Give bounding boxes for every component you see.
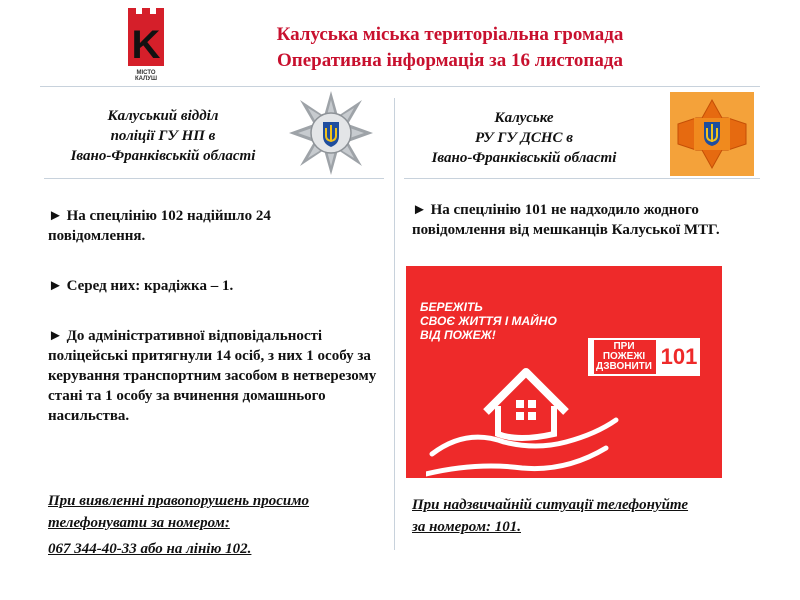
logo-letter: K [131,23,161,67]
logo-caption-line2: КАЛУШ [134,76,158,82]
top-divider [40,86,760,87]
poster-slogan [420,300,557,342]
rescue-item-calls: ► На спецлінію 101 не надходило жодного повідомлення від мешканців Калуської МТГ. [412,202,720,238]
police-name-line3: Івано-Франківській області [70,148,256,164]
page-title: Калуська міська територіальна громада [276,24,624,45]
poster-slogan-line3: ВІД ПОЖЕЖ! [420,328,496,342]
poster-slogan-line1: БЕРЕЖІТЬ [420,300,483,314]
call-line2: ПОЖЕЖІ [602,351,646,362]
rescue-note-line2: за номером: 101. [412,519,521,535]
poster-slogan-line2: СВОЄ ЖИТТЯ І МАЙНО [420,314,557,328]
police-note-line1: При виявленні правопорушень просимо [48,493,310,509]
rescue-emblem-icon [670,92,754,176]
police-item-admin: ► До адміністративної відповідальності поліцейські притягнули 14 осіб, з них 1 особу за керування транспортним засобом в нетверезому стані та 1 особу за вчинення домашнього насильства. [48,328,377,424]
police-name-line2: поліції ГУ НП в [110,128,216,144]
rescue-name-line3: Івано-Франківській області [431,150,617,166]
rescue-name-line2: РУ ГУ ДСНС в [475,130,573,146]
rescue-header-divider [404,178,760,179]
police-name-line1: Калуський відділ [107,108,219,124]
police-header-divider [44,178,384,179]
police-star-icon [286,88,376,178]
column-divider [394,98,395,550]
police-contact-note [48,490,388,560]
police-item-calls: ► На спецлінію 102 надійшло 24 повідомлення. [48,208,271,244]
rescue-note-line1: При надзвичайній ситуації телефонуйте [412,497,689,513]
police-item-theft: ► Серед них: крадіжка – 1. [48,278,234,294]
rescue-contact-note [412,494,762,538]
page-subtitle: Оперативна інформація за 16 листопада [276,50,623,71]
rescue-department-name [406,108,642,168]
police-note-line2: телефонувати за номером: [48,515,230,531]
logo-caption [120,70,172,82]
police-department-name [40,106,286,166]
call-line3: ДЗВОНИТИ [596,361,652,372]
call-number: 101 [660,344,698,369]
house-in-hand-icon [426,350,626,478]
logo-caption-line1: МІСТО [136,70,156,76]
rescue-name-line1: Калуське [494,110,554,126]
call-line1: ПРИ [613,341,635,352]
fire-safety-poster [406,266,722,478]
police-phone-number: 067 344-40-33 або на лінію 102. [48,541,252,557]
